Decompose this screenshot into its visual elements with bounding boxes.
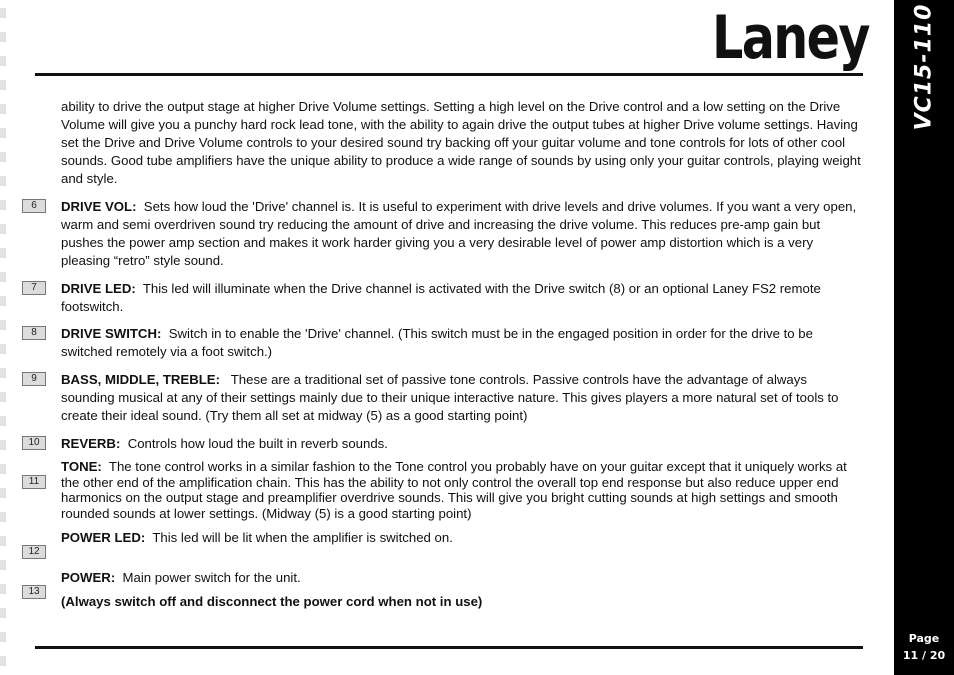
section-text: Switch in to enable the 'Drive' channel. (This switch must be in the engaged position in order for the drive to be switched remotely via a foot switch.) [61,326,813,359]
drive-vol-paragraph [61,198,863,270]
header-rule [35,73,863,76]
item-number-badge: 10 [22,436,46,450]
section-text: The tone control works in a similar fashion to the Tone control you probably have on your guitar except that it uniquely works at the other end of the amplification chain. This has the ability to not only control the overall top end response but also reduce upper end harmonics on the output stage and preamplifier overdrive sounds. This will give you bright cutting sounds at high settings and smooth rounded sounds at lower settings. (Midway (5) is a good starting point) [61,459,847,521]
section-title: POWER LED: [61,530,146,545]
power-led-paragraph [61,529,863,547]
section-title: DRIVE SWITCH: [61,326,162,341]
section-text: Controls how loud the built in reverb sounds. [127,436,388,451]
drive-led-paragraph [61,280,863,316]
tone-stack-paragraph [61,371,863,425]
section-text: These are a traditional set of passive tone controls. Passive controls have the advantage of always sounding musical at any of their settings mainly due to their unique interactive nature. This gives players a more natural set of tools to create their ideal sound. (Try them all set at midway (5) as a good starting point) [61,372,839,423]
item-number-badge: 9 [22,372,46,386]
section-text: Sets how loud the 'Drive' channel is. It is useful to experiment with drive levels and drive volumes. If you want a very open, warm and semi overdriven sound try reducing the amount of drive and increasing the drive volume. This reduces pre-amp gain but pushes the power amp section and makes it work harder giving you a very desirable level of power amp distortion which is a very pleasing “retro” style sound. [61,199,857,268]
tone-paragraph [61,459,863,521]
section-title: BASS, MIDDLE, TREBLE: [61,372,220,387]
section-title: REVERB: [61,436,121,451]
intro-paragraph: ability to drive the output stage at higher Drive Volume settings. Setting a high level on the Drive control and a low setting on the Drive Volume will give you a punchy hard rock lead tone, with the ability to again drive the output tubes at higher Drive volume settings. Having set the Drive and Drive Volume controls to your desired sound try backing off your guitar volume and tone controls for lots of other cool sounds. Good tube amplifiers have the unique ability to produce a wide range of sounds by using only your guitar controls, playing weight and style. [61,99,861,186]
reverb-paragraph [61,435,863,453]
section-text: This led will be lit when the amplifier is switched on. [152,530,453,545]
section-text: Main power switch for the unit. [122,570,301,585]
model-text: VC15-110 [911,3,937,131]
item-number-badge: 8 [22,326,46,340]
page-label: Page [908,632,940,645]
page-edge-marks [0,0,6,675]
safety-warning: (Always switch off and disconnect the power cord when not in use) [61,594,483,609]
drive-switch-paragraph [61,325,863,361]
power-paragraph [61,569,863,587]
section-title: POWER: [61,570,116,585]
model-label [900,3,948,131]
section-title: DRIVE LED: [61,281,136,296]
item-number-badge: 12 [22,545,46,559]
page-number: 11 / 20 [902,649,946,662]
section-text: This led will illuminate when the Drive channel is activated with the Drive switch (8) or an optional Laney FS2 remote footswitch. [61,281,821,314]
laney-logo: Laney [712,3,869,73]
item-number-badge: 6 [22,199,46,213]
footer-rule [35,646,863,649]
item-number-badge: 11 [22,475,46,489]
section-title: DRIVE VOL: [61,199,137,214]
item-number-badge: 7 [22,281,46,295]
section-title: TONE: [61,459,102,474]
item-number-badge: 13 [22,585,46,599]
